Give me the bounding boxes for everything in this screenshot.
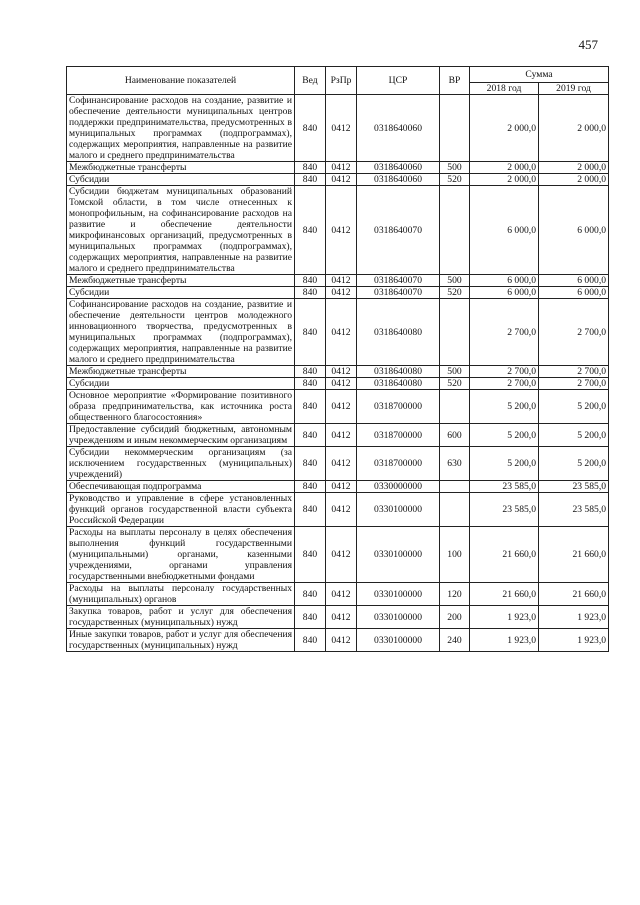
cell-csr: 0318640080 [357, 378, 440, 390]
table-row [67, 481, 609, 493]
cell-sum-2019: 5 200,0 [539, 424, 609, 447]
cell-vr: 500 [440, 366, 470, 378]
header-ved: Вед [295, 67, 326, 95]
cell-name: Субсидии некоммерческим организациям (за исключением государственных (муниципальных) учреждений) [67, 447, 295, 481]
cell-ved: 840 [295, 481, 326, 493]
cell-name: Обеспечивающая подпрограмма [67, 481, 295, 493]
cell-sum-2019: 6 000,0 [539, 275, 609, 287]
cell-sum-2018: 5 200,0 [470, 447, 539, 481]
cell-sum-2019: 2 000,0 [539, 174, 609, 186]
cell-vr [440, 481, 470, 493]
cell-sum-2019: 2 700,0 [539, 378, 609, 390]
table-row [67, 629, 609, 652]
cell-sum-2019: 2 700,0 [539, 366, 609, 378]
cell-name: Предоставление субсидий бюджетным, автономным учреждениям и иным некоммерческим организациям [67, 424, 295, 447]
cell-rzpr: 0412 [326, 366, 357, 378]
cell-ved: 840 [295, 378, 326, 390]
cell-csr: 0318640080 [357, 366, 440, 378]
table-row [67, 424, 609, 447]
table-row [67, 447, 609, 481]
cell-sum-2019: 2 000,0 [539, 162, 609, 174]
cell-ved: 840 [295, 366, 326, 378]
budget-table [66, 66, 609, 652]
cell-rzpr: 0412 [326, 629, 357, 652]
cell-csr: 0318700000 [357, 390, 440, 424]
table-row [67, 583, 609, 606]
cell-ved: 840 [295, 390, 326, 424]
cell-sum-2018: 21 660,0 [470, 583, 539, 606]
cell-sum-2018: 1 923,0 [470, 629, 539, 652]
page-number: 457 [578, 37, 598, 52]
cell-csr: 0330000000 [357, 481, 440, 493]
table-row [67, 378, 609, 390]
cell-vr: 520 [440, 378, 470, 390]
header-vr: ВР [440, 67, 470, 95]
cell-rzpr: 0412 [326, 424, 357, 447]
cell-sum-2019: 21 660,0 [539, 527, 609, 583]
cell-rzpr: 0412 [326, 174, 357, 186]
cell-name: Основное мероприятие «Формирование позитивного образа предпринимательства, как источника роста общественного благосостояния» [67, 390, 295, 424]
cell-sum-2018: 2 000,0 [470, 95, 539, 162]
cell-rzpr: 0412 [326, 493, 357, 527]
cell-csr: 0318640080 [357, 299, 440, 366]
cell-name: Руководство и управление в сфере установленных функций органов государственной власти субъекта Российской Федерации [67, 493, 295, 527]
cell-rzpr: 0412 [326, 481, 357, 493]
table-row [67, 162, 609, 174]
cell-vr [440, 95, 470, 162]
cell-ved: 840 [295, 493, 326, 527]
header-year-2019: 2019 год [539, 83, 609, 95]
cell-rzpr: 0412 [326, 390, 357, 424]
cell-rzpr: 0412 [326, 162, 357, 174]
table-row [67, 95, 609, 162]
cell-rzpr: 0412 [326, 299, 357, 366]
cell-sum-2018: 2 000,0 [470, 162, 539, 174]
cell-vr: 500 [440, 275, 470, 287]
header-name: Наименование показателей [67, 67, 295, 95]
cell-sum-2018: 2 700,0 [470, 378, 539, 390]
cell-ved: 840 [295, 583, 326, 606]
cell-ved: 840 [295, 606, 326, 629]
cell-vr [440, 390, 470, 424]
cell-sum-2019: 23 585,0 [539, 481, 609, 493]
cell-rzpr: 0412 [326, 606, 357, 629]
cell-rzpr: 0412 [326, 527, 357, 583]
cell-csr: 0330100000 [357, 629, 440, 652]
cell-name: Субсидии бюджетам муниципальных образований Томской области, в том числе отнесенных к монопрофильным, на софинансирование расходов на развитие и обеспечение деятельности микрофинансовых организаций, предусмотренных в муниципальных программах (подпрограммах), содержащих мероприятия, направленные на развитие малого и среднего предпринимательства [67, 186, 295, 275]
cell-vr: 500 [440, 162, 470, 174]
cell-ved: 840 [295, 162, 326, 174]
table-row [67, 174, 609, 186]
cell-ved: 840 [295, 275, 326, 287]
cell-sum-2019: 1 923,0 [539, 629, 609, 652]
cell-name: Расходы на выплаты персоналу государственных (муниципальных) органов [67, 583, 295, 606]
cell-name: Субсидии [67, 174, 295, 186]
cell-ved: 840 [295, 174, 326, 186]
cell-rzpr: 0412 [326, 186, 357, 275]
cell-sum-2019: 5 200,0 [539, 447, 609, 481]
cell-name: Межбюджетные трансферты [67, 162, 295, 174]
header-rzpr: РзПр [326, 67, 357, 95]
cell-rzpr: 0412 [326, 275, 357, 287]
cell-rzpr: 0412 [326, 447, 357, 481]
cell-sum-2018: 5 200,0 [470, 424, 539, 447]
cell-name: Субсидии [67, 378, 295, 390]
cell-sum-2018: 2 700,0 [470, 299, 539, 366]
cell-ved: 840 [295, 287, 326, 299]
header-csr: ЦСР [357, 67, 440, 95]
cell-sum-2018: 6 000,0 [470, 186, 539, 275]
cell-name: Софинансирование расходов на создание, развитие и обеспечение деятельности муниципальных центров поддержки предпринимательства, предусмотренных в муниципальных программах (подпрограммах), содержащих мероприятия, направленные на развитие малого и среднего предпринимательства [67, 95, 295, 162]
cell-sum-2018: 2 700,0 [470, 366, 539, 378]
cell-rzpr: 0412 [326, 378, 357, 390]
cell-sum-2019: 2 000,0 [539, 95, 609, 162]
cell-ved: 840 [295, 186, 326, 275]
cell-sum-2018: 23 585,0 [470, 481, 539, 493]
cell-name: Закупка товаров, работ и услуг для обеспечения государственных (муниципальных) нужд [67, 606, 295, 629]
table-row [67, 299, 609, 366]
cell-vr: 630 [440, 447, 470, 481]
cell-sum-2019: 21 660,0 [539, 583, 609, 606]
cell-csr: 0330100000 [357, 606, 440, 629]
header-year-2018: 2018 год [470, 83, 539, 95]
cell-ved: 840 [295, 299, 326, 366]
table-row [67, 275, 609, 287]
cell-name: Субсидии [67, 287, 295, 299]
cell-vr: 100 [440, 527, 470, 583]
cell-sum-2019: 1 923,0 [539, 606, 609, 629]
cell-sum-2018: 1 923,0 [470, 606, 539, 629]
cell-name: Межбюджетные трансферты [67, 275, 295, 287]
cell-ved: 840 [295, 447, 326, 481]
cell-vr: 600 [440, 424, 470, 447]
cell-csr: 0318640060 [357, 162, 440, 174]
cell-ved: 840 [295, 424, 326, 447]
table-row [67, 606, 609, 629]
cell-rzpr: 0412 [326, 583, 357, 606]
cell-name: Иные закупки товаров, работ и услуг для обеспечения государственных (муниципальных) нужд [67, 629, 295, 652]
cell-vr [440, 186, 470, 275]
cell-sum-2018: 6 000,0 [470, 275, 539, 287]
table-row [67, 186, 609, 275]
cell-vr: 520 [440, 287, 470, 299]
cell-name: Межбюджетные трансферты [67, 366, 295, 378]
cell-csr: 0318640070 [357, 275, 440, 287]
cell-sum-2019: 5 200,0 [539, 390, 609, 424]
cell-csr: 0318640060 [357, 174, 440, 186]
cell-sum-2018: 2 000,0 [470, 174, 539, 186]
cell-vr: 200 [440, 606, 470, 629]
cell-csr: 0318640060 [357, 95, 440, 162]
cell-sum-2018: 23 585,0 [470, 493, 539, 527]
cell-csr: 0330100000 [357, 527, 440, 583]
cell-rzpr: 0412 [326, 287, 357, 299]
cell-ved: 840 [295, 527, 326, 583]
cell-sum-2018: 5 200,0 [470, 390, 539, 424]
cell-ved: 840 [295, 95, 326, 162]
cell-vr [440, 299, 470, 366]
cell-csr: 0330100000 [357, 493, 440, 527]
cell-name: Расходы на выплаты персоналу в целях обеспечения выполнения функций государственными (муниципальными) органами, казенными учреждениями, органами управления государственными внебюджетными фондами [67, 527, 295, 583]
cell-rzpr: 0412 [326, 95, 357, 162]
cell-csr: 0318640070 [357, 186, 440, 275]
cell-sum-2019: 2 700,0 [539, 299, 609, 366]
cell-name: Софинансирование расходов на создание, развитие и обеспечение деятельности центров молодежного инновационного творчества, предусмотренных в муниципальных программах (подпрограммах), содержащих мероприятия, направленные на развитие малого и среднего предпринимательства [67, 299, 295, 366]
cell-csr: 0318700000 [357, 447, 440, 481]
table-row [67, 493, 609, 527]
cell-sum-2019: 6 000,0 [539, 186, 609, 275]
cell-vr: 240 [440, 629, 470, 652]
cell-csr: 0318700000 [357, 424, 440, 447]
cell-csr: 0318640070 [357, 287, 440, 299]
cell-csr: 0330100000 [357, 583, 440, 606]
table-row [67, 527, 609, 583]
cell-ved: 840 [295, 629, 326, 652]
cell-vr: 120 [440, 583, 470, 606]
cell-sum-2018: 6 000,0 [470, 287, 539, 299]
table-row [67, 390, 609, 424]
cell-vr: 520 [440, 174, 470, 186]
cell-sum-2019: 6 000,0 [539, 287, 609, 299]
header-sum: Сумма [470, 67, 609, 83]
cell-sum-2019: 23 585,0 [539, 493, 609, 527]
table-row [67, 366, 609, 378]
cell-sum-2018: 21 660,0 [470, 527, 539, 583]
table-row [67, 287, 609, 299]
cell-vr [440, 493, 470, 527]
